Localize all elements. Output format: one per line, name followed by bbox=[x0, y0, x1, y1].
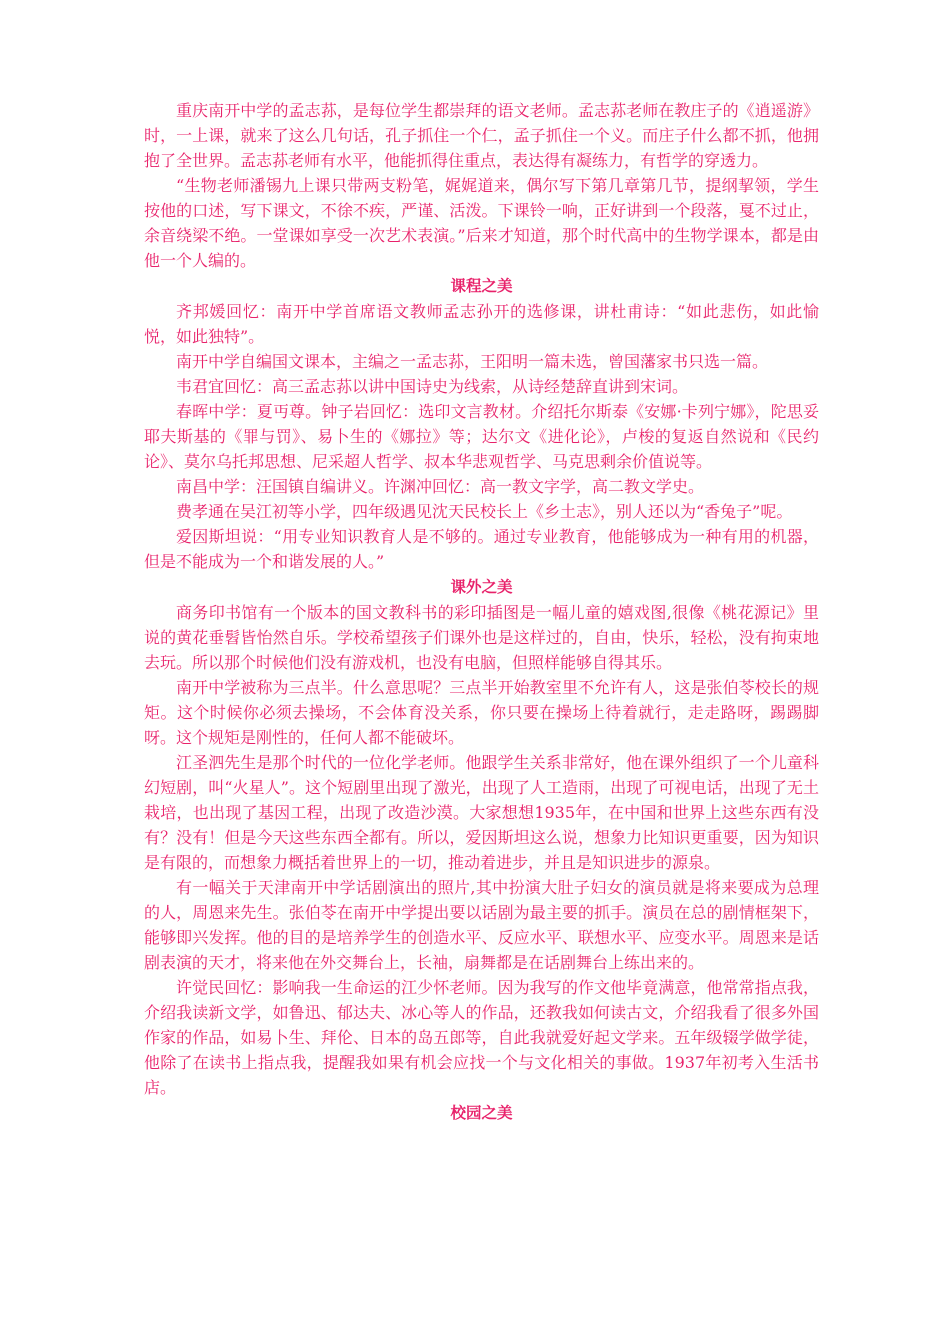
paragraph: 南昌中学：汪国镇自编讲义。许渊冲回忆：高一教文字学，高二教文学史。 bbox=[176, 477, 705, 496]
paragraph: 商务印书馆有一个版本的国文教科书的彩印插图是一幅儿童的嬉戏图,很像《桃花源记》里说的黄花垂髫皆怡然自乐。学校希望孩子们课外也是这样过的，自由，快乐，轻松，没有拘束地去玩。所以那个时候他们没有游戏机，也没有电脑，但照样能够自得其乐。 bbox=[144, 603, 819, 672]
paragraph: 许觉民回忆：影响我一生命运的江少怀老师。因为我写的作文他毕竟满意，他常常指点我，介绍我读新文学，如鲁迅、郁达夫、冰心等人的作品，还教我如何读古文，介绍我看了很多外国作家的作品，如易卜生、拜伦、日本的岛五郎等，自此我就爱好起文学来。五年级辍学做学徒，他除了在读书上指点我，提醒我如果有机会应找一个与文化相关的事做。1937年初考入生活书店。 bbox=[144, 978, 819, 1097]
paragraph: 南开中学被称为三点半。什么意思呢？三点半开始教室里不允许有人，这是张伯苓校长的规矩。这个时候你必须去操场，不会体育没关系，你只要在操场上待着就行，走走路呀，踢踢脚呀。这个规矩是刚性的，任何人都不能破坏。 bbox=[144, 678, 819, 747]
paragraph: 重庆南开中学的孟志荪，是每位学生都崇拜的语文老师。孟志荪老师在教庄子的《逍遥游》时，一上课，就来了这么几句话，孔子抓住一个仁，孟子抓住一个义。而庄子什么都不抓，他拥抱了全世界。孟志荪老师有水平，他能抓得住重点，表达得有凝练力，有哲学的穿透力。 bbox=[144, 101, 819, 170]
paragraph: “生物老师潘锡九上课只带两支粉笔，娓娓道来，偶尔写下第几章第几节，提纲挈领，学生按他的口述，写下课文，不徐不疾，严谨、活泼。下课铃一响，正好讲到一个段落，戛不过止，余音绕梁不绝。一堂课如享受一次艺术表演。”后来才知道，那个时代高中的生物学课本，都是由他一个人编的。 bbox=[144, 176, 819, 270]
paragraph: 齐邦媛回忆：南开中学首席语文教师孟志孙开的选修课，讲杜甫诗：“如此悲伤，如此愉悦，如此独特”。 bbox=[144, 302, 819, 346]
document-page bbox=[144, 98, 819, 1126]
section-heading: 课程之美 bbox=[450, 277, 513, 295]
paragraph: 爱因斯坦说：“用专业知识教育人是不够的。通过专业教育，他能够成为一种有用的机器，但是不能成为一个和谐发展的人。” bbox=[144, 527, 819, 571]
paragraph: 江圣泗先生是那个时代的一位化学老师。他跟学生关系非常好，他在课外组织了一个儿童科幻短剧，叫“火星人”。这个短剧里出现了激光，出现了人工造雨，出现了可视电话，出现了无土栽培，也出现了基因工程，出现了改造沙漠。大家想想1935年，在中国和世界上这些东西有没有？没有！但是今天这些东西全都有。所以，爱因斯坦这么说，想象力比知识更重要，因为知识是有限的，而想象力概括着世界上的一切，推动着进步，并且是知识进步的源泉。 bbox=[144, 753, 819, 872]
paragraph: 春晖中学：夏丏尊。钟子岩回忆：选印文言教材。介绍托尔斯泰《安娜·卡列宁娜》，陀思妥耶夫斯基的《罪与罚》、易卜生的《娜拉》等；达尔文《进化论》，卢梭的复返自然说和《民约论》、莫尔乌托邦思想、尼采超人哲学、叔本华悲观哲学、马克思剩余价值说等。 bbox=[144, 402, 819, 471]
paragraph: 韦君宜回忆：高三孟志荪以讲中国诗史为线索，从诗经楚辞直讲到宋词。 bbox=[176, 377, 689, 396]
section-heading: 课外之美 bbox=[450, 578, 513, 596]
section-heading: 校园之美 bbox=[450, 1104, 513, 1122]
paragraph: 费孝通在吴江初等小学，四年级遇见沈天民校长上《乡土志》，别人还以为“香兔子”呢。 bbox=[176, 502, 793, 521]
paragraph: 有一幅关于天津南开中学话剧演出的照片,其中扮演大肚子妇女的演员就是将来要成为总理的人，周恩来先生。张伯苓在南开中学提出要以话剧为最主要的抓手。演员在总的剧情框架下，能够即兴发挥。他的目的是培养学生的创造水平、反应水平、联想水平、应变水平。周恩来是话剧表演的天才，将来他在外交舞台上，长袖，扇舞都是在话剧舞台上练出来的。 bbox=[144, 878, 819, 972]
paragraph: 南开中学自编国文课本，主编之一孟志荪，王阳明一篇未选，曾国藩家书只选一篇。 bbox=[176, 352, 769, 371]
